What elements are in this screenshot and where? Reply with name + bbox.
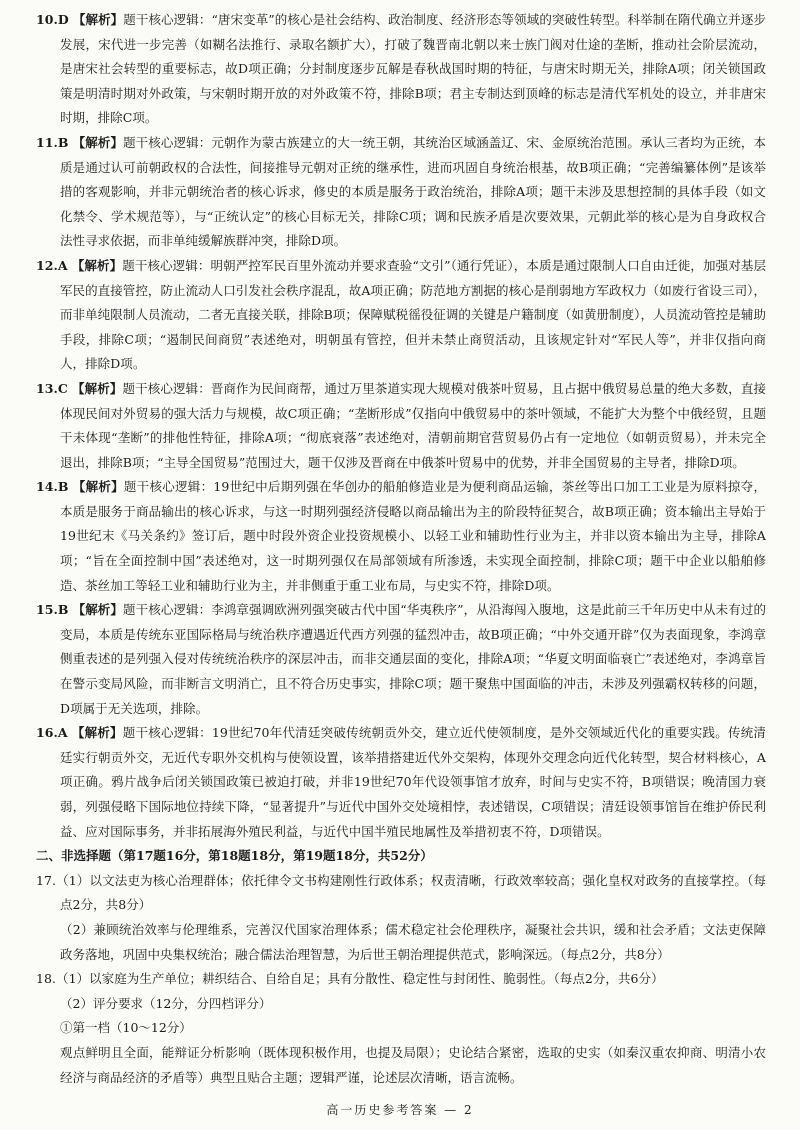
multiple-choice-explanations [36,8,766,844]
answer-letter: A [57,725,68,741]
q18-part1: 18.（1）以家庭为生产单位；耕织结合、自给自足；具有分散性、稳定性与封闭性、脆弱性。（每点2分，共6分） [36,971,664,987]
question-number: 11. [36,134,58,150]
question-number: 13. [36,380,58,396]
section-title: 二、非选择题（第17题16分，第18题18分，第19题18分，共52分） [36,848,433,864]
analysis-tag: 【解析】 [72,479,124,495]
q17-part2: （2）兼顾统治效率与伦理维系，完善汉代国家治理体系；儒术稳定社会伦理秩序，凝聚社会共识，缓和社会矛盾；文法吏保障政务落地，巩固中央集权统治；融合儒法治理智慧，为后世王朝治理提供范式，影响深远。（每点2分，共8分） [60,921,766,962]
page-footer: 高一历史参考答案 — 2 [326,1103,474,1117]
answer-letter: A [57,257,68,273]
answer-letter: B [57,134,69,150]
analysis-tag: 【解析】 [72,602,124,618]
q18-level1: ①第一档（10～12分） [60,1020,192,1036]
question-number: 12. [36,257,58,273]
analysis-tag: 【解析】 [71,725,123,741]
analysis-tag: 【解析】 [72,380,123,396]
analysis-tag: 【解析】 [72,134,124,150]
question-0 [36,8,766,131]
analysis-text: 题干核心逻辑：明朝严控军民百里外流动并要求查验“文引”（通行凭证），本质是通过限制人口自由迁徙，加强对基层军民的直接管控，防止流动人口引发社会秩序混乱，故A项正确；防范地方割据的核心是削弱地方军政权力（如废行省设三司），而非单纯限制人员流动，二者无直接关联，排除B项；保障赋税徭役征调的关键是户籍制度（如黄册制度），人员流动管控是辅助手段，排除C项；“遏制民间商贸”表述绝对，明朝虽有管控，但并未禁止商贸活动，且该规定针对“军民人等”，并非仅指向商人，排除D项。 [60,257,767,372]
question-number: 10. [36,12,58,27]
question-5 [36,598,766,721]
analysis-text: 题干核心逻辑：“唐宋变革”的核心是社会结构、政治制度、经济形态等领域的突破性转型。科举制在隋代确立并逐步发展，宋代进一步完善（如糊名法推行、录取名额扩大），打破了魏晋南北朝以来士族门阀对仕途的垄断，推动社会阶层流动，是唐宋社会转型的重要标志，故D项正确；分封制度逐步瓦解是春秋战国时期的特征，与唐宋时期无关，排除A项；闭关锁国政策是明清时期对外政策，与宋朝时期开放的对外政策不符，排除B项；君主专制达到顶峰的标志是清代军机处的设立，并非唐宋时期，排除C项。 [60,12,766,126]
question-6 [36,721,766,844]
analysis-text: 题干核心逻辑：李鸿章强调欧洲列强突破古代中国“华夷秩序”，从沿海闯入腹地，这是此前三千年历史中从未有过的变局，本质是传统东亚国际格局与统治秩序遭遇近代西方列强的猛烈冲击，故B项正确；“中外交通开辟”仅为表面现象，李鸿章侧重表述的是列强入侵对传统统治秩序的深层冲击，而非交通层面的变化，排除A项；“华夏文明面临衰亡”表述绝对，李鸿章旨在警示变局风险，而非断言文明消亡，且不符合历史事实，排除C项；题干聚焦中国面临的冲击，未涉及列强霸权转移的问题，D项属于无关选项，排除。 [60,602,766,716]
q17-part1: 17.（1）以文法吏为核心治理群体；依托律令文书构建刚性行政体系；权责清晰，行政效率较高；强化皇权对政务的直接掌控。（每点2分，共8分） [36,872,766,913]
question-3 [36,377,766,475]
analysis-text: 题干核心逻辑：19世纪中后期列强在华创办的船舶修造业是为便利商品运输，茶丝等出口加工工业是为原料掠夺，本质是服务于商品输出的核心诉求，与这一时期列强经济侵略以商品输出为主的阶段特征契合，故B项正确；资本输出主导始于19世纪末《马关条约》签订后，题中时段外资企业投资规模小、以轻工业和辅助性行业为主，并非以资本输出为主导，排除A项；“旨在全面控制中国”表述绝对，这一时期列强仅在局部领域有所渗透，未实现全面控制，排除C项；题干中企业以船舶修造、茶丝加工等轻工业和辅助行业为主，并非侧重于重工业布局，与史实不符，排除D项。 [60,479,766,593]
question-number: 14. [36,479,58,495]
analysis-text: 题干核心逻辑：19世纪70年代清廷突破传统朝贡外交，建立近代使领制度，是外交领域近代化的重要实践。传统清廷实行朝贡外交，无近代专职外交机构与使领设置，该举措搭建近代外交架构，体现外交理念向近代化转型，契合材料核心，A项正确。鸦片战争后闭关锁国政策已被迫打破，并非19世纪70年代设领事馆才放弃，时间与史实不符，B项错误；晚清国力衰弱，列强侵略下国际地位持续下降，“显著提升”与近代中国外交处境相悖，表述错误，C项错误；清廷设领事馆旨在维护侨民利益、应对国际事务，并非拓展海外殖民利益，与近代中国半殖民地属性及举措初衷不符，D项错误。 [60,725,766,839]
answer-letter: B [57,479,69,495]
analysis-text: 题干核心逻辑：元朝作为蒙古族建立的大一统王朝，其统治区域涵盖辽、宋、金原统治范围。承认三者均为正统，本质是通过认可前朝政权的合法性，间接推导元朝对正统的继承性，进而巩固自身统治根基，故B项正确；“完善编纂体例”是该举措的客观影响，并非元朝统治者的核心诉求，修史的本质是服务于政治统治，排除A项；题干未涉及思想控制的具体手段（如文化禁令、学术规范等），与“正统认定”的核心目标无关，排除C项；调和民族矛盾是次要效果，元朝此举的核心是为自身政权合法性寻求依据，而非单纯缓解族群冲突，排除D项。 [60,134,766,249]
q18-part2: （2）评分要求（12分，分四档评分） [60,995,272,1011]
analysis-tag: 【解析】 [72,12,124,27]
answer-letter: B [57,602,69,618]
answer-letter: C [57,380,68,396]
analysis-tag: 【解析】 [71,257,123,273]
question-number: 16. [36,725,58,741]
answer-letter: D [57,12,69,27]
question-4 [36,475,766,598]
question-1 [36,131,766,254]
analysis-text: 题干核心逻辑：晋商作为民间商帮，通过万里茶道实现大规模对俄茶叶贸易，且占据中俄贸易总量的绝大多数，直接体现民间对外贸易的强大活力与规模，故C项正确；“垄断形成”仅指向中俄贸易中的茶叶领域，不能扩大为整个中俄经贸，且题干未体现“垄断”的排他性特征，排除A项；“彻底衰落”表述绝对，清朝前期官营贸易仍占有一定地位（如朝贡贸易），并未完全退出，排除B项；“主导全国贸易”范围过大，题干仅涉及晋商在中俄茶叶贸易中的优势，并非全国贸易的主导者，排除D项。 [60,380,766,470]
question-number: 15. [36,602,58,618]
q18-level1-desc: 观点鲜明且全面，能辩证分析影响（既体现积极作用，也提及局限）；史论结合紧密，选取的史实（如秦汉重农抑商、明清小农经济与商品经济的矛盾等）典型且贴合主题；逻辑严谨，论述层次清晰，语言流畅。 [60,1044,766,1085]
question-2 [36,254,766,377]
